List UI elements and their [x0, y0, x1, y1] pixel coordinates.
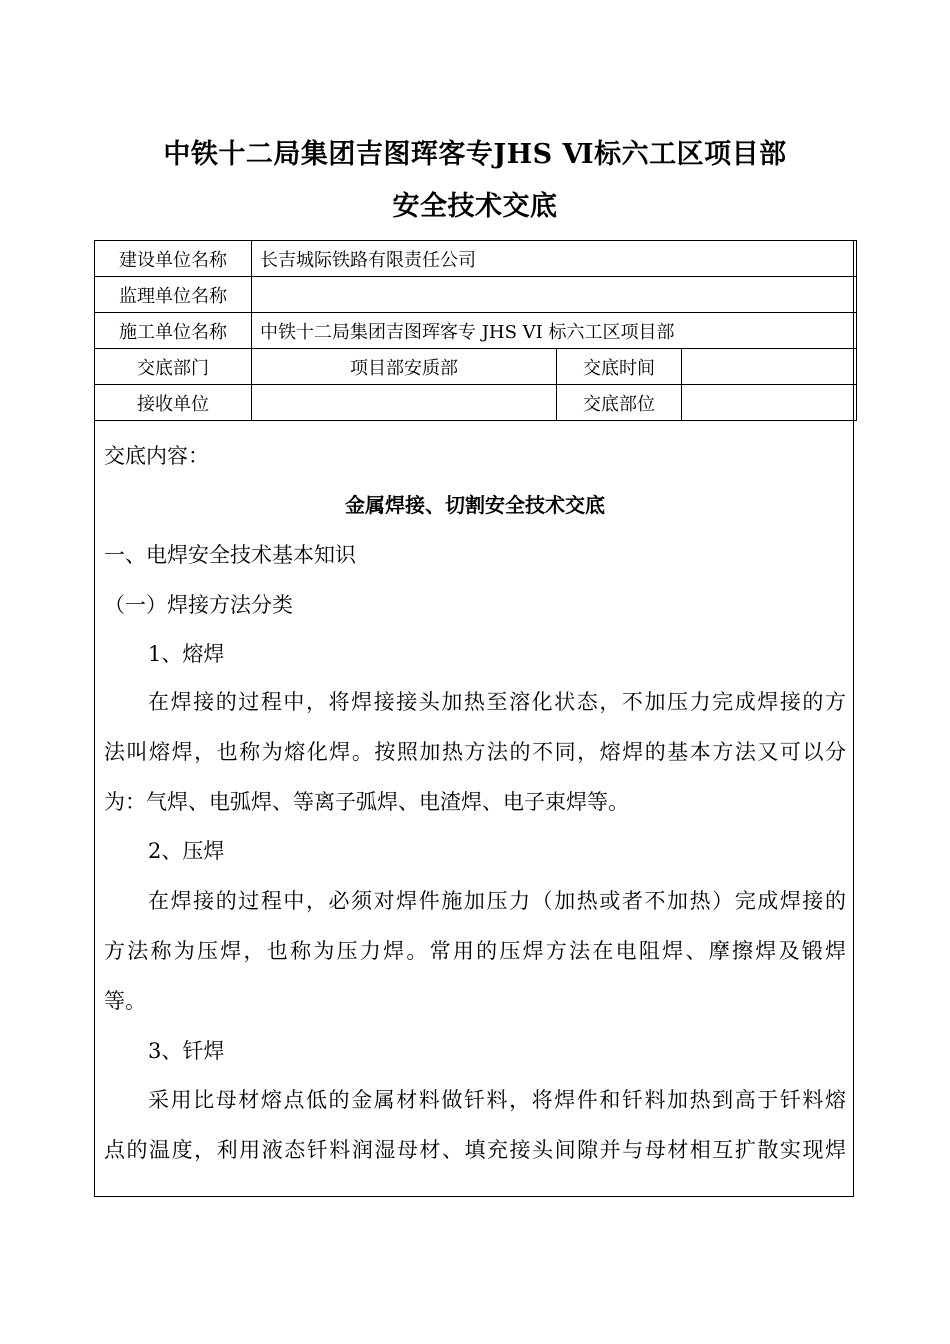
table-row: [95, 241, 857, 277]
paragraph-line: 采用比母材熔点低的金属材料做钎料，将焊件和钎料加热到高于钎料熔: [148, 1088, 846, 1112]
table-row: [95, 313, 857, 349]
table-row: [95, 385, 857, 421]
time-value: [682, 349, 857, 385]
paragraph-line: 在焊接的过程中，必须对焊件施加压力（加热或者不加热）完成焊接的: [148, 889, 846, 913]
builder-unit-value: 中铁十二局集团吉图珲客专 JHS VI 标六工区项目部: [252, 313, 857, 349]
paragraph-line: 方法称为压焊，也称为压力焊。常用的压焊方法在电阻焊、摩擦焊及锻焊: [104, 939, 846, 963]
construction-unit-label: 建设单位名称: [95, 241, 252, 277]
location-label: 交底部位: [557, 385, 682, 421]
subsection-heading: （一）焊接方法分类: [104, 593, 293, 617]
supervision-unit-label: 监理单位名称: [95, 277, 252, 313]
receiver-label: 接收单位: [95, 385, 252, 421]
item-title: 1、熔焊: [148, 642, 225, 666]
table-row: [95, 349, 857, 385]
paragraph-line: 等。: [104, 989, 146, 1013]
table-row: [95, 277, 857, 313]
paragraph-line: 在焊接的过程中，将焊接接头加热至溶化状态，不加压力完成焊接的方: [148, 690, 846, 714]
supervision-unit-value: [252, 277, 857, 313]
paragraph-line: 法叫熔焊，也称为熔化焊。按照加热方法的不同，熔焊的基本方法又可以分: [104, 740, 846, 764]
content-heading: 金属焊接、切割安全技术交底: [345, 493, 605, 517]
location-value: [682, 385, 857, 421]
document-subtitle: 安全技术交底: [392, 191, 558, 222]
time-label: 交底时间: [557, 349, 682, 385]
paragraph-line: 点的温度，利用液态钎料润湿母材、填充接头间隙并与母材相互扩散实现焊: [104, 1138, 846, 1162]
dept-value: 项目部安质部: [252, 349, 557, 385]
document-title: 中铁十二局集团吉图珲客专JHS Ⅵ标六工区项目部: [163, 139, 787, 170]
dept-label: 交底部门: [95, 349, 252, 385]
section-heading: 一、电焊安全技术基本知识: [104, 543, 356, 567]
receiver-value: [252, 385, 557, 421]
content-intro: 交底内容：: [104, 444, 209, 468]
info-table: [94, 240, 857, 421]
item-title: 3、钎焊: [148, 1039, 225, 1063]
builder-unit-label: 施工单位名称: [95, 313, 252, 349]
item-title: 2、压焊: [148, 839, 225, 863]
construction-unit-value: 长吉城际铁路有限责任公司: [252, 241, 857, 277]
paragraph-line: 为：气焊、电弧焊、等离子弧焊、电渣焊、电子束焊等。: [104, 790, 629, 814]
